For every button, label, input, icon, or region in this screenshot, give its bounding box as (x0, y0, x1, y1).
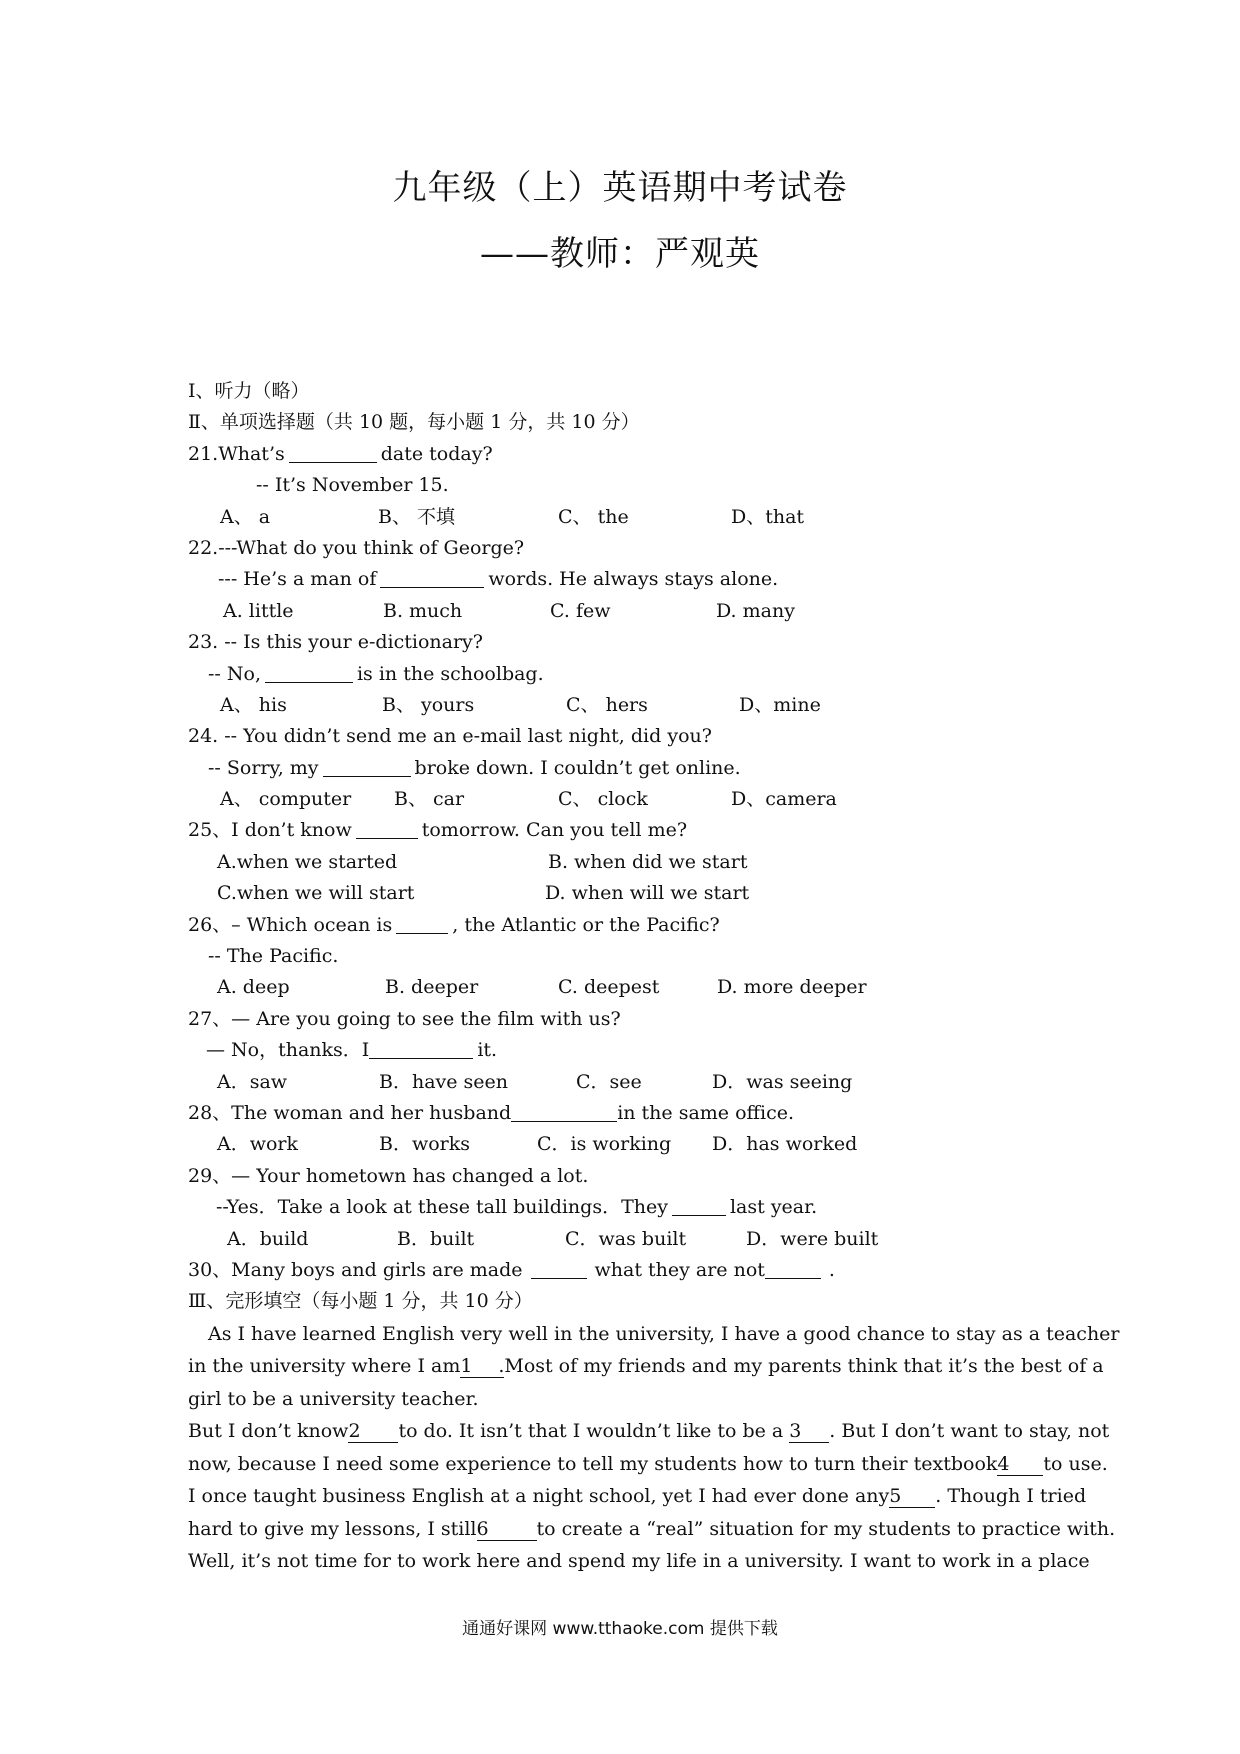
q22-blank (380, 567, 484, 588)
q21-option-a: A、 a (220, 505, 271, 528)
q23-option-c: C、 hers (566, 693, 648, 716)
q28-stem-b: in the same office. (617, 1101, 795, 1124)
q27-reply-a: — No，thanks．I (206, 1039, 370, 1062)
q26-option-b: B. deeper (385, 976, 479, 999)
q24-options (188, 784, 1054, 815)
q24-option-d: D、camera (731, 788, 837, 811)
q30-blank-1 (531, 1258, 587, 1279)
cloze-line-5a: now, because I need some experience to tell my students how to turn their textbook (188, 1452, 998, 1475)
q21-option-d: D、that (731, 505, 805, 528)
q24-option-b: B、 car (394, 788, 465, 811)
q25-option-d: D. when will we start (545, 882, 750, 905)
q24-reply (188, 753, 1054, 784)
q21-reply: -- It’s November 15. (256, 474, 449, 497)
q28-options (188, 1129, 1054, 1160)
q26-reply: -- The Pacific. (208, 945, 339, 968)
cloze-line-2b: Most of my friends and my parents think that it’s the best of a (504, 1355, 1104, 1378)
q27-reply (188, 1035, 1054, 1066)
cloze-line-7 (188, 1513, 1116, 1546)
q29-options (188, 1224, 1054, 1255)
q22-options (188, 596, 1054, 627)
q21-option-c: C、 the (558, 505, 629, 528)
q27-option-d: D．was seeing (712, 1070, 853, 1093)
q28-blank (511, 1101, 617, 1122)
q27-option-b: B．have seen (379, 1070, 509, 1093)
page-footer: 通通好课网 www.tthaoke.com 提供下载 (462, 1619, 778, 1639)
cloze-line-5b: to use. (1043, 1452, 1108, 1475)
q28-stem-a: 28、The woman and her husband (188, 1101, 512, 1124)
q26-option-c: C. deepest (558, 976, 660, 999)
cloze-line-2 (188, 1350, 1104, 1383)
question-23: 23. -- Is this your e-dictionary? (188, 631, 483, 654)
cloze-line-3: girl to be a university teacher. (188, 1387, 479, 1410)
q29-blank (672, 1195, 726, 1216)
cloze-line-6 (188, 1480, 1087, 1513)
q26-option-a: A. deep (217, 976, 290, 999)
question-28 (188, 1098, 1054, 1129)
q25-stem-b: tomorrow. Can you tell me? (421, 819, 688, 842)
q22-reply (188, 564, 1054, 595)
q25-option-c: C.when we will start (217, 882, 415, 905)
q26-stem-b: , the Atlantic or the Pacific? (452, 913, 720, 936)
q28-option-c: C．is working (537, 1133, 672, 1156)
cloze-blank-2: 2 (348, 1420, 398, 1443)
q24-option-a: A、 computer (220, 788, 352, 811)
q28-option-b: B．works (379, 1133, 471, 1156)
q25-options-row1 (188, 847, 1054, 878)
cloze-line-4b: to do. It isn’t that I wouldn’t like to be a (398, 1420, 784, 1443)
question-24: 24. -- You didn’t send me an e-mail last night, did you? (188, 725, 712, 748)
cloze-line-4c: . But I don’t want to stay, not (829, 1420, 1110, 1443)
q23-option-b: B、 yours (382, 693, 475, 716)
q26-stem-a: 26、– Which ocean is (188, 913, 393, 936)
q29-reply-a: --Yes．Take a look at these tall buildings．They (216, 1196, 668, 1219)
q22-option-a: A. little (223, 599, 294, 622)
q29-option-c: C．was built (565, 1227, 687, 1250)
q23-blank (265, 662, 353, 683)
q29-option-b: B．built (397, 1227, 475, 1250)
section-cloze: Ⅲ、完形填空（每小题 1 分，共 10 分） (188, 1290, 533, 1313)
q29-reply-b: last year. (729, 1196, 818, 1219)
q29-reply (188, 1192, 1054, 1223)
q24-option-c: C、 clock (558, 788, 648, 811)
q21-option-b: B、 不填 (378, 505, 456, 528)
question-21 (188, 439, 1054, 470)
q28-option-d: D．has worked (712, 1133, 858, 1156)
cloze-line-7a: hard to give my lessons, I still (188, 1517, 477, 1540)
cloze-line-7b: to create a “real” situation for my students to practice with. (536, 1517, 1116, 1540)
cloze-line-4 (188, 1415, 1110, 1448)
cloze-line-5 (188, 1448, 1108, 1481)
q23-option-d: D、mine (739, 693, 821, 716)
cloze-blank-3: 3 (789, 1420, 829, 1443)
cloze-line-8: Well, it’s not time for to work here and spend my life in a university. I want to work in a place (188, 1550, 1090, 1573)
cloze-blank-6: 6 (477, 1518, 537, 1541)
q27-option-a: A．saw (217, 1070, 288, 1093)
question-22: 22.---What do you think of George? (188, 536, 525, 559)
section-listening: Ⅰ、听力（略） (188, 380, 310, 402)
q23-reply-b: is in the schoolbag. (356, 662, 544, 685)
q25-option-b: B. when did we start (548, 850, 748, 873)
cloze-line-6b: . Though I tried (935, 1485, 1087, 1508)
q23-options (188, 690, 1054, 721)
q30-blank-2 (765, 1258, 821, 1279)
q30-stem-a: 30、Many boys and girls are made (188, 1258, 523, 1281)
q23-reply-a: -- No, (208, 662, 261, 685)
cloze-line-1: As I have learned English very well in the university, I have a good chance to stay as a teacher (208, 1322, 1120, 1345)
cloze-blank-1: 1 . (460, 1355, 505, 1378)
q21-stem-a: 21.What’s (188, 442, 285, 465)
section-single-choice: Ⅱ、单项选择题（共 10 题，每小题 1 分，共 10 分） (188, 411, 640, 434)
q22-reply-b: words. He always stays alone. (488, 568, 779, 591)
question-25 (188, 815, 1054, 846)
q25-stem-a: 25、I don’t know (188, 819, 352, 842)
q27-blank (369, 1038, 473, 1059)
q27-options (188, 1067, 1054, 1098)
q23-reply (188, 659, 1054, 690)
q30-stem-b: what they are not (594, 1258, 765, 1281)
exam-content (188, 376, 1120, 1578)
cloze-line-6a: I once taught business English at a night school, yet I had ever done any (188, 1485, 890, 1508)
question-26 (188, 910, 1054, 941)
document-subtitle: ——教师：严观英 (480, 234, 760, 274)
q28-option-a: A．work (217, 1133, 299, 1156)
q25-options-row2 (188, 878, 1054, 909)
question-30 (188, 1255, 1054, 1286)
q21-stem-b: date today? (380, 442, 493, 465)
q27-option-c: C．see (576, 1070, 642, 1093)
q24-reply-b: broke down. I couldn’t get online. (414, 756, 741, 779)
q30-stem-c: . (828, 1258, 835, 1281)
q26-option-d: D. more deeper (717, 976, 867, 999)
q21-options (188, 502, 1054, 533)
q22-reply-a: --- He’s a man of (218, 568, 377, 591)
question-27: 27、— Are you going to see the film with us? (188, 1007, 621, 1030)
q21-blank (289, 442, 377, 463)
q24-reply-a: -- Sorry, my (208, 756, 319, 779)
q22-option-b: B. much (383, 599, 463, 622)
cloze-blank-4: 4 (997, 1453, 1043, 1476)
cloze-line-2a: in the university where I am (188, 1355, 461, 1378)
q22-option-d: D. many (716, 599, 795, 622)
q26-options (188, 972, 1054, 1003)
q29-option-a: A．build (227, 1227, 309, 1250)
q27-reply-b: it. (477, 1039, 498, 1062)
document-title: 九年级（上）英语期中考试卷 (392, 168, 848, 208)
cloze-line-4a: But I don’t know (188, 1420, 349, 1443)
q25-blank (356, 818, 418, 839)
q23-option-a: A、 his (220, 693, 287, 716)
question-29: 29、— Your hometown has changed a lot. (188, 1164, 589, 1187)
q22-option-c: C. few (550, 599, 611, 622)
cloze-blank-5: 5 (889, 1485, 935, 1508)
q25-option-a: A.when we started (217, 850, 398, 873)
q26-blank (396, 913, 448, 934)
q29-option-d: D．were built (746, 1227, 879, 1250)
q24-blank (323, 756, 411, 777)
